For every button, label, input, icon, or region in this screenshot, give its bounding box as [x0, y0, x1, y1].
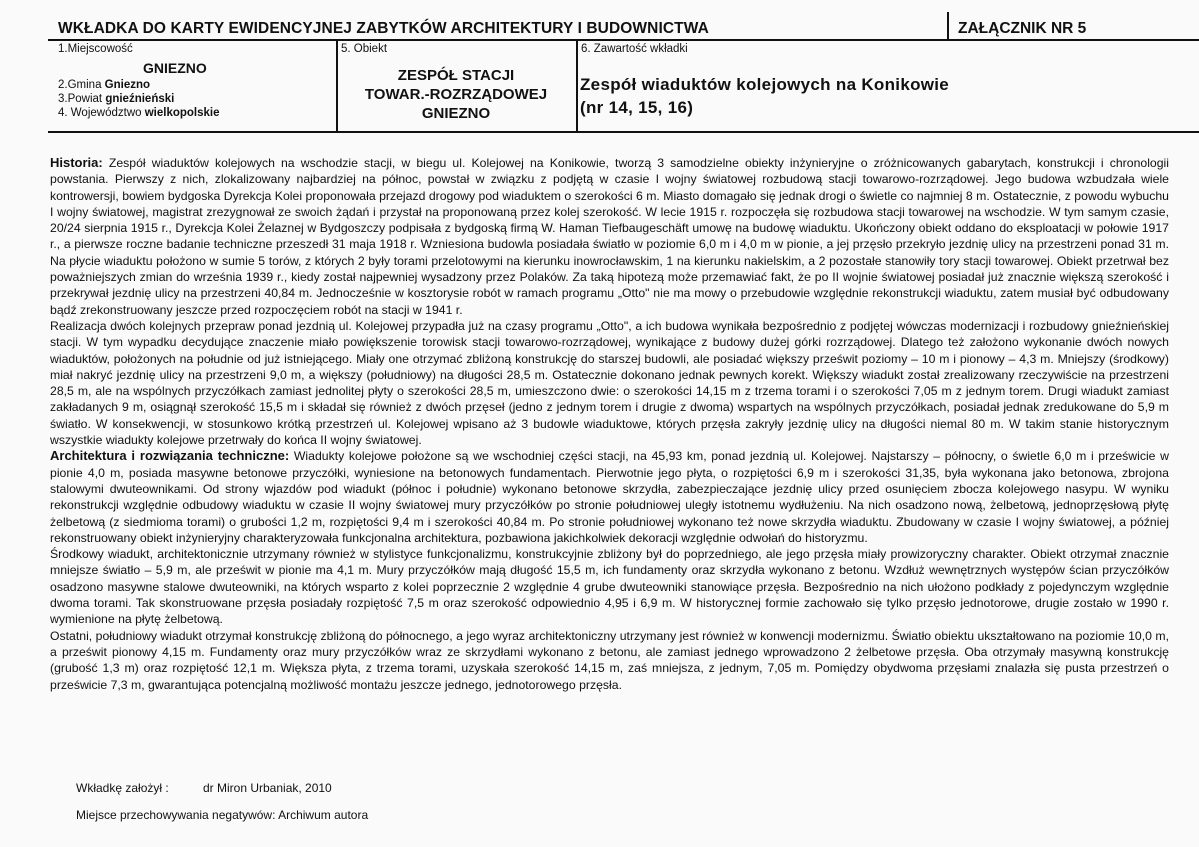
object-label: 5. Obiekt [341, 43, 388, 55]
content-label: 6. Zawartość wkładki [581, 43, 688, 55]
column-divider-2 [576, 40, 578, 131]
powiat-value: gnieźnieński [105, 93, 175, 105]
location-city: GNIEZNO [143, 60, 207, 76]
architecture-heading: Architektura i rozwiązania techniczne: [50, 448, 290, 464]
voivodeship-row: 4. Województwo wielkopolskie [58, 107, 220, 119]
history-heading: Historia: [50, 155, 103, 170]
author-value: dr Miron Urbaniak, 2010 [203, 781, 332, 795]
history-paragraph-1: Historia: Zespół wiaduktów kolejowych na wschodzie stacji, w biegu ul. Kolejowej na Konikowie, tworzą 3 samodzielne obiekty inżynieryjne o zróżnicowanych gabarytach, konstrukcji i chronologii powstania. Pierwszy z nich, zlokalizowany najbardziej na północ, powstał w związku z podjętą w czasie I wojny światowej rozbudową stacji towarowo-rozrządowej. Jego budowa wzbudzała wiele kontrowersji, bowiem bydgoska Dyrekcja Kolei proponowała przejazd drogowy pod wiaduktem o szerokości 6 m. Miasto domagało się jednak drogi o świetle co najmniej 8 m. Ostatecznie, z powodu wybuchu I wojny światowej, magistrat zrezygnował ze swoich żądań i przystał na proponowaną przez kolej szerokość. W lecie 1915 r. rozpoczęła się rozbudowa stacji towarowej na wschodzie. W tym samym czasie, 20/24 sierpnia 1915 r., Dyrekcja Kolei Żelaznej w Bydgoszczy podpisała z bydgoską firmą W. Haman Tiefbaugeschäft umowę na budowę wiaduktu. Ukończony obiekt oddano do eksploatacji w połowie 1917 r., a pierwsze roczne badanie techniczne przeszedł 31 maja 1918 r. Wzniesiona budowla posiadała światło w poziomie 6,0 m i 4,0 m w pionie, a jej przęsło przekryło jezdnię ulicy na przestrzeni ponad 31 m. Na płycie wiaduktu położono w sumie 5 torów, z których 2 były torami przelotowymi na kierunku inowrocławskim, 1 na kierunku nakielskim, a 2 pozostałe stanowiły tory stacji towarowej. Obiekt przetrwał bez poważniejszych zmian do września 1939 r., kiedy został najpewniej wysadzony przez Polaków. Za taką hipotezą może przemawiać fakt, że po II wojnie światowej posiadał już znacznie większą szerokość i przekrywał jezdnię ulicy na przestrzeni 40,84 m. Jednocześnie w kosztorysie robót w ramach programu „Otto" nie ma mowy o przebudowie względnie rekonstrukcji wiaduktu, zatem musiał być odbudowany bądź zrekonstruowany jeszcze przed rozpoczęciem robót na stacji w 1941 r. [50, 155, 1169, 317]
table-top-rule [48, 39, 1199, 41]
voivodeship-value: wielkopolskie [144, 107, 220, 119]
content-title-line-2: (nr 14, 15, 16) [580, 98, 694, 117]
author-label: Wkładkę założył : [76, 781, 169, 795]
history-paragraph-2: Realizacja dwóch kolejnych przepraw ponad jezdnią ul. Kolejowej przypadła już na czasy programu „Otto", a ich budowa wynikała bezpośrednio z podjętej wówczas modernizacji i rozbudowy gnieźnieńskiej stacji. W tym wypadku decydujące znaczenie miało powiększenie torowisk stacji towarowo-rozrządowej, wynikające z budowy dużej górki rozrządowej. Dlatego też założono wykonanie dwóch nowych wiaduktów, położonych na południe od już istniejącego. Miały one otrzymać zbliżoną konstrukcję do starszej budowli, ale posiadać większy prześwit poziomy – 10 m i pionowy – 4,3 m. Mniejszy (środkowy) miał nakryć jezdnię ulicy na przestrzeni 9,0 m, a większy (południowy) na długości 28,5 m. Ostatecznie dokonano jednak pewnych korekt. Większy wiadukt został zrealizowany rzeczywiście na przestrzeni 28,5 m, ale na wspólnych przyczółkach zamiast jednolitej płyty o szerokości 28,5 m, umieszczono dwie: o szerokości 14,15 m z trzema torami i o szerokości 7,05 m z jednym torem. Drugi wiadukt zamiast zakładanych 9 m, osiągnął szerokość 15,5 m i składał się również z dwóch przęseł (jedno z jednym torem i drugie z dwoma) wspartych na wspólnych przyczółkach, posiadał jednak zredukowane do 5,9 m światło. W konsekwencji, w stosunkowo krótką przestrzeń ul. Kolejowej wpisano aż 3 budowle wiaduktowe, których przęsła zakryły jezdnię ulicy na długości niemal 80 m. W takim stanie historycznym wszystkie wiadukty kolejowe przetrwały do końca II wojny światowej. [50, 318, 1169, 448]
location-label: 1.Miejscowość [58, 43, 133, 55]
object-name-line-1: ZESPÓŁ STACJI [397, 67, 515, 84]
object-name [338, 66, 574, 123]
card-title: WKŁADKA DO KARTY EWIDENCYJNEJ ZABYTKÓW ARCHITEKTURY I BUDOWNICTWA [58, 20, 709, 37]
architecture-paragraph-2: Środkowy wiadukt, architektonicznie utrzymany również w stylistyce funkcjonalizmu, konstrukcyjnie zbliżony był do poprzedniego, ale jego przęsła miały prowizoryczny charakter. Obiekt otrzymał znacznie mniejsze światło – 5,9 m, ale prześwit w pionie ma 4,1 m. Mury przyczółków mają długość 15,5 m, ich fundamenty oraz skrzydła wykonano z betonu. Wzdłuż wewnętrznych występów ścian przyczółków osadzono masywne stalowe dwuteowniki, na których wsparto z kolei poprzecznie 2 względnie 4 grube dwuteowniki stanowiące przęsła. Bezpośrednio na nich ułożono podkłady z pojedynczym względnie dwoma torami. Tak skonstruowane przęsła posiadały rozpiętość 7,5 m oraz szerokość odpowiednio 4,95 i 6,9 m. W historycznej formie zachowało się tylko przęsło jednotorowe, drugie zostało w 1990 r. wymienione na płytę żelbetową. [50, 547, 1169, 627]
architecture-paragraph-3: Ostatni, południowy wiadukt otrzymał konstrukcję zbliżoną do północnego, a jego wyraz architektoniczny utrzymany jest również w konwencji modernizmu. Światło obiektu ukształtowano na poziomie 10,0 m, a prześwit pionowy 4,15 m. Fundamenty oraz mury przyczółków wraz ze skrzydłami wykonano z betonu, ale zamiast jednego wprowadzono 2 żelbetowe przęsła. Oba otrzymały masywną konstrukcję (grubość 1,3 m) oraz rozpiętość 12,1 m. Większa płyta, z trzema torami, uzyskała szerokość 14,15 m, zaś mniejsza, z jednym, 7,05 m. Pomiędzy obydwoma przęsłami znalazła się pusta przestrzeń o prześwicie 7,3 m, gwarantująca potencjalną możliwość montażu jeszcze jednego, jednotorowego przęsła. [50, 628, 1169, 692]
content-title-line-1: Zespół wiaduktów kolejowych na Konikowie [580, 75, 950, 94]
document-body [50, 155, 1169, 693]
object-name-line-2: TOWAR.-ROZRZĄDOWEJ [364, 86, 548, 103]
content-title [580, 73, 1180, 119]
negatives-storage: Miejsce przechowywania negatywów: Archiwum autora [76, 808, 369, 822]
author-line [76, 781, 332, 795]
object-name-line-3: GNIEZNO [421, 105, 491, 122]
architecture-paragraph-1: Architektura i rozwiązania techniczne: Wiadukty kolejowe położone są we wschodniej części stacji, na 45,93 km, ponad jezdnią ul. Kolejowej. Najstarszy – północny, o świetle 6,0 m i prześwicie w pionie 4,0 m, posiada masywne betonowe przyczółki, wyniesione na betonowych fundamentach. Pierwotnie jego płyta, o rozpiętości 6,9 m i szerokości 31,35, była wykonana jako betonowa, zbrojona stalowymi dwuteownikami. Od strony wjazdów pod wiadukt (północ i południe) wykonano betonowe skrzydła, zabezpieczające jezdnię ulicy przed osunięciem zbocza kolejowego nasypu. W wyniku rekonstrukcji względnie odbudowy wiaduktu w czasie II wojny światowej mury przyczółków po stronie południowej uległy istotnemu wydłużeniu. Na nich osadzono nową, żelbetową, jednoprzęsłową płytę żelbetową (z siedmioma torami) o grubości 1,2 m, rozpiętości 9,4 m i szerokości 40,84 m. Po stronie południowej wykonano też nowe skrzydła wiaduktu. Zbudowany w czasie I wojny światowej, a później rekonstruowany obiekt inżynieryjny charakteryzowała funkcjonalna architektura, pozbawiona jakichkolwiek dekoracji względnie odwołań do historyzmu. [50, 448, 1169, 545]
gmina-row: 2.Gmina Gniezno [58, 79, 151, 91]
gmina-value: Gniezno [104, 79, 151, 91]
table-bottom-rule [48, 131, 1199, 133]
attachment-number: ZAŁĄCZNIK NR 5 [958, 20, 1087, 37]
header-divider [947, 12, 949, 39]
powiat-row: 3.Powiat gnieźnieński [58, 93, 175, 105]
